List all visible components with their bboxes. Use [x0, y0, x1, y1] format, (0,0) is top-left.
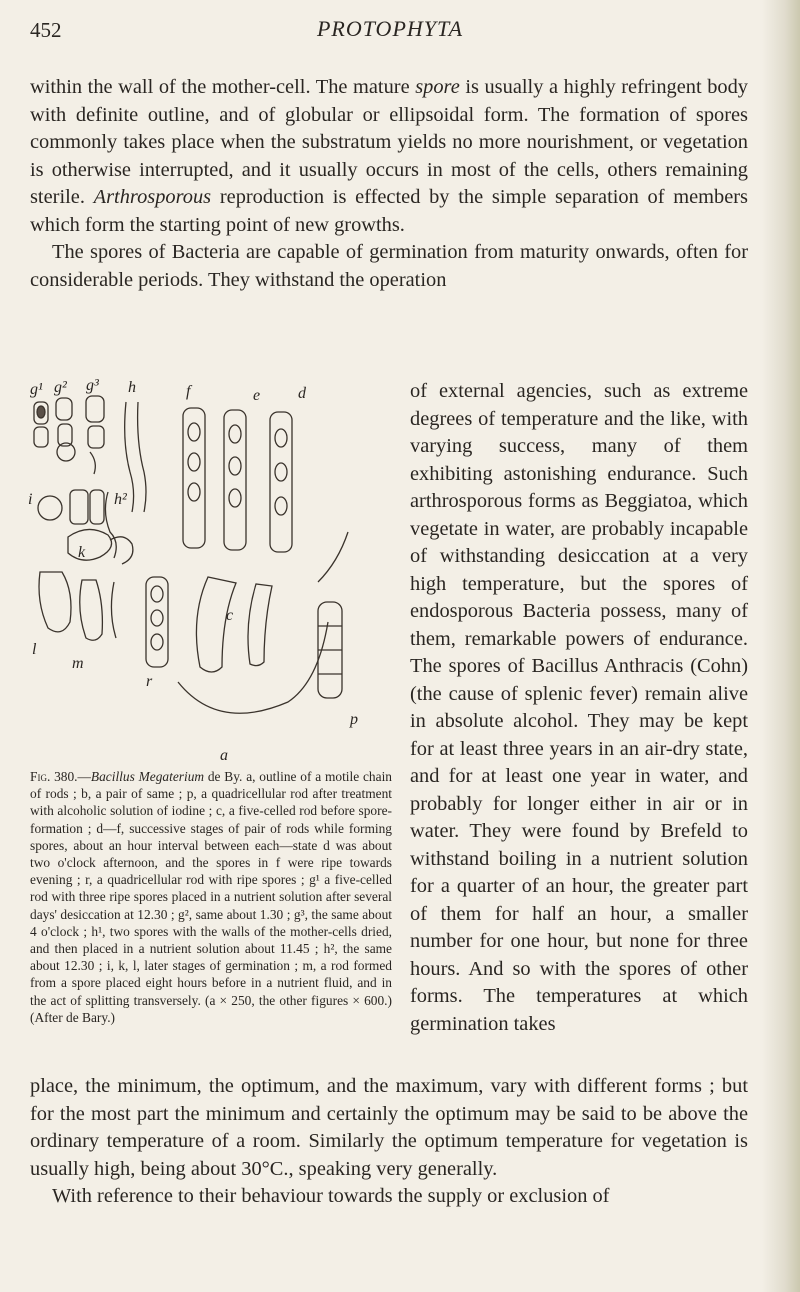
rod-e	[224, 410, 246, 550]
label-c: c	[226, 607, 234, 624]
label-a: a	[220, 747, 228, 764]
page-edge-shadow	[762, 0, 800, 1292]
rod-f	[183, 408, 205, 548]
label-m: m	[72, 655, 84, 672]
intro-text-1: within the wall of the mother-cell. The mature	[30, 76, 416, 98]
label-h: h	[128, 379, 136, 396]
label-d: d	[298, 385, 306, 402]
intro-text-2: is usually a highly refringent body with definite outline, and of globular or ellipsoidal form. The formation of spores commonly takes place when the substratum yields no more nourishment, or vegetation is otherwise interrupted, and it usually occurs in most of the cells, others remaining sterile.	[30, 76, 748, 208]
figure-380-illustration	[28, 372, 396, 768]
label-g3: g³	[86, 377, 99, 394]
intro-paragraph	[30, 74, 748, 239]
label-l: l	[32, 641, 37, 658]
label-g1: g¹	[30, 381, 43, 398]
intro-text-3: reproduction is effected by the simple separation of members which form the starting point of new growths.	[30, 186, 748, 236]
intro-text	[30, 74, 748, 294]
side-column-text	[410, 378, 748, 1038]
rod-d	[270, 412, 292, 552]
label-k: k	[78, 544, 86, 561]
caption-body: a, outline of a motile chain of rods ; b, a pair of same ; p, a quadricellular rod after treatment with alcoholic solution of iodine ; c, a five-celled rod before spore-formation ; d—f, successive stages of pair of rods while forming spores, about an hour interval between each—state d was about two o'clock afternoon, and the spores in f were ripe towards evening ; r, a quadricellular rod with ripe spores ; g¹ a five-celled rod with three ripe spores placed in a nutrient solution after several days' desiccation at 12.30 ; g², same about 1.30 ; g³, the same about 4 o'clock ; h¹, two spores with the walls of the mother-cells dried, and then placed in a nutrient solution about 11.45 ; h², the same about 12.30 ; i, k, l, later stages of germination ; m, a rod formed from a spore placed eight hours before in a nutrient fluid, and in the act of splitting transversely. (a × 250, the other figures × 600.) (After de Bary.)	[30, 769, 392, 1025]
side-column-paragraph: of external agencies, such as extreme degrees of temperature and the like, with varying success, many of them exhibiting astonishing endurance. Such arthrosporous forms as Beggiatoa, which vegetate in water, are probably incapable of withstanding desiccation at a very high temperature, but the spores of endosporous Bacteria possess, many of them, remarkable powers of endurance. The spores of Bacillus Anthracis (Cohn) (the cause of splenic fever) remain alive in absolute alcohol. They may be kept for at least three years in an air-dry state, and for at least one year in water, and probably for longer either in air or in water. They were found by Brefeld to withstand boiling in a nutrient solution for a quarter of an hour, the greater part of them for half an hour, a smaller number for one hour, but none for three hours. And so with the spores of other forms. The temperatures at which germination takes	[410, 380, 748, 1035]
cell-g1b	[34, 427, 48, 447]
label-f: f	[186, 383, 191, 400]
label-p: p	[350, 711, 358, 728]
spore-term: spore	[415, 76, 460, 98]
bacillus-drawing	[28, 372, 396, 768]
figure-caption	[30, 768, 392, 1026]
caption-fig-label: Fig. 380.	[30, 769, 78, 784]
bottom-text	[30, 1073, 748, 1211]
bottom-paragraph: place, the minimum, the optimum, and the maximum, vary with different forms ; but for the most part the minimum and certainly the optimum may be said to be above the ordinary temperature of a room. Similarly the optimum temperature for vegetation is usually high, being about 30°C., speaking very generally.	[30, 1075, 748, 1180]
second-paragraph-lead: The spores of Bacteria are capable of germination from maturity onwards, often for considerable periods. They withstand the operation	[30, 241, 748, 291]
label-e: e	[253, 387, 261, 404]
rod-r	[146, 577, 168, 667]
final-line: With reference to their behaviour towards the supply or exclusion of	[52, 1185, 610, 1207]
cell-g2	[56, 398, 72, 420]
caption-author: de By.	[204, 769, 247, 784]
running-head: PROTOPHYTA	[316, 16, 464, 41]
label-h2: h²	[114, 491, 127, 508]
label-i: i	[28, 491, 33, 508]
caption-species: Bacillus Megaterium	[90, 769, 205, 784]
label-g2: g²	[54, 379, 67, 396]
rod-c	[196, 577, 236, 672]
arthrosporous-term: Arthrosporous	[93, 186, 212, 208]
label-r: r	[146, 673, 153, 690]
page-number: 452	[30, 18, 62, 42]
caption-dash: —	[77, 769, 91, 784]
page-header	[30, 14, 750, 54]
